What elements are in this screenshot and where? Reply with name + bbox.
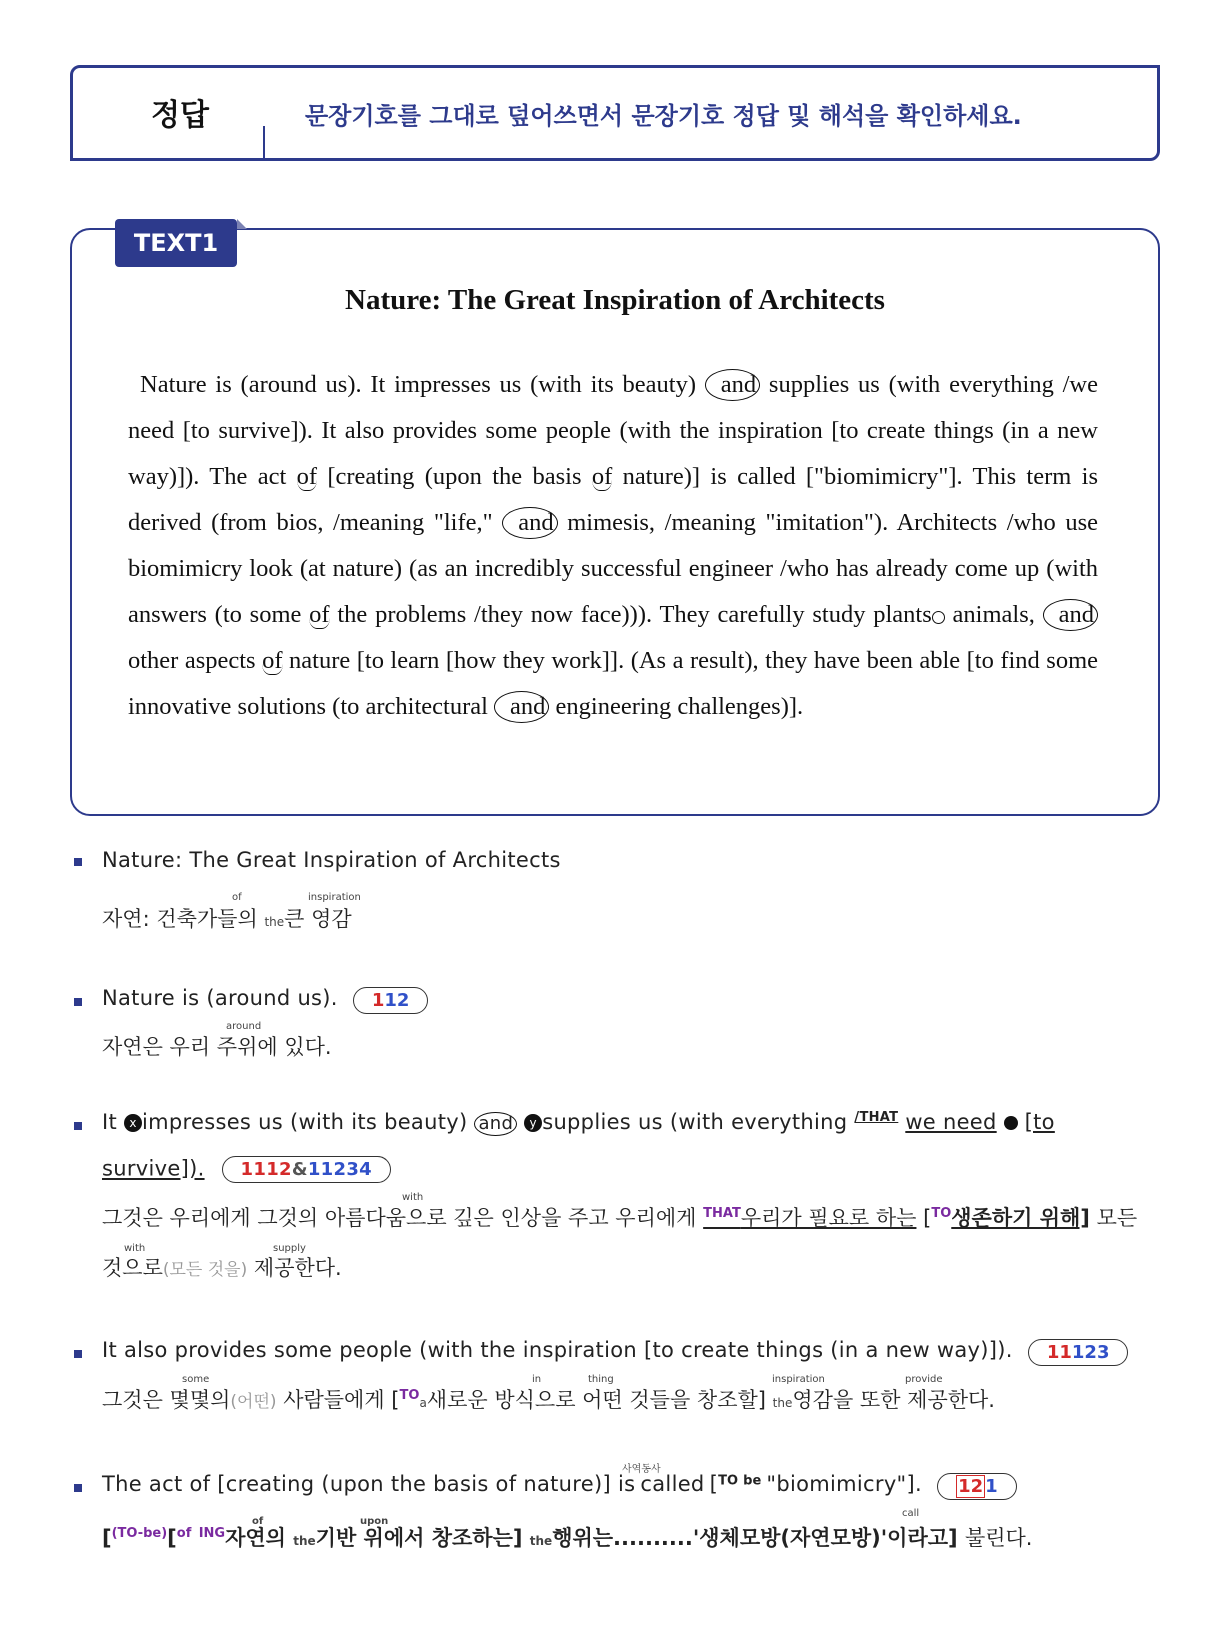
annotation: provide: [905, 1374, 943, 1385]
passage-seg: supplies us (with everything /we need [to survive]). It also provides some people (with the inspiration [to create things (in a new way)]). The act: [128, 371, 1098, 490]
ko-sub: the: [293, 1534, 316, 1548]
item-english-row: [102, 986, 428, 1014]
of-mark: of: [262, 647, 283, 674]
to-marker: TO: [931, 1206, 952, 1221]
ko-seg: 영감을 또한 제공한다.: [792, 1388, 995, 1412]
passage-seg: [creating (upon the basis: [327, 463, 582, 490]
item-korean: [102, 903, 352, 933]
item-korean: [102, 1202, 1162, 1232]
header-instruction: 문장기호를 그대로 덮어쓰면서 문장기호 정답 및 해석을 확인하세요.: [305, 102, 1022, 130]
ko-seg: 새로운 방식으로 어떤 것들을 창조할]: [426, 1388, 766, 1412]
passage-seg: nature)] is called ["biomimicry"]. This term is derived (from bios, /meaning "life,": [128, 463, 1098, 536]
en-seg: survive]).: [102, 1156, 205, 1181]
item-english: It also provides some people (with the inspiration [to create things (in a new way)]).: [102, 1338, 1013, 1362]
en-seg: [to: [1024, 1110, 1055, 1134]
badge-part: 11: [1046, 1342, 1072, 1363]
ko-seg: [: [167, 1526, 177, 1550]
annotation: of: [232, 892, 242, 903]
badge-part: 1: [371, 990, 385, 1011]
en-seg: impresses us (with its beauty): [142, 1110, 468, 1134]
bullet-icon: [74, 998, 82, 1006]
item-english: Nature: The Great Inspiration of Architects: [102, 848, 561, 872]
passage-text: [128, 362, 1098, 730]
ko-seg: 그것은 우리에게 그것의 아름다움으로 깊은 인상을 주고 우리에게: [102, 1206, 697, 1230]
item-english-row: [102, 1110, 1142, 1136]
to-marker: TO: [718, 1473, 739, 1489]
badge-part: 11234: [307, 1159, 372, 1180]
ko-sub: a: [419, 1396, 427, 1410]
en-seg: called: [640, 1472, 705, 1496]
bullet-icon: [74, 1484, 82, 1492]
en-seg: we need: [905, 1110, 997, 1134]
and-circle: and: [474, 1112, 517, 1136]
item-korean: [102, 1522, 1033, 1552]
badge-part: 1: [985, 1476, 998, 1497]
annotation: inspiration: [308, 892, 361, 903]
item-korean: [102, 1252, 342, 1282]
en-seg: supplies us (with everything: [542, 1110, 848, 1134]
structure-badge: [222, 1156, 391, 1183]
structure-badge: [937, 1473, 1017, 1500]
badge-part: 12: [958, 1476, 984, 1497]
bullet-icon: [74, 1122, 82, 1130]
annotation: with: [402, 1192, 424, 1203]
and-circle: and: [494, 691, 549, 723]
annotation: around: [226, 1021, 262, 1032]
ko-seg: 제공한다.: [253, 1256, 342, 1280]
ko-gray: (어떤): [230, 1392, 277, 1412]
comma-circle: [932, 611, 945, 624]
ko-seg: 자연의: [225, 1526, 286, 1550]
en-seg: "biomimicry"].: [766, 1472, 922, 1496]
ko-sub: the: [264, 915, 285, 929]
structure-badge: [1028, 1339, 1129, 1366]
item-english-row: [102, 1156, 391, 1183]
annotation: some: [182, 1374, 210, 1385]
bullet-icon: [74, 858, 82, 866]
passage-seg: the problems /they now face))). They carefully study plants: [337, 601, 932, 628]
answer-label: 정답: [151, 98, 209, 133]
ko-seg: 우리가 필요로 하는: [740, 1206, 917, 1230]
item-english-row: [102, 1472, 1017, 1500]
that-marker: /THAT: [854, 1110, 899, 1125]
ko-seg: 행위는..........'생체모방(자연모방)'이라고]: [552, 1526, 958, 1550]
of-mark: of: [591, 463, 613, 490]
badge-part: 12: [384, 990, 410, 1011]
ko-seg: 그것은 몇몇의: [102, 1388, 231, 1412]
of-mark: of: [296, 463, 318, 490]
to-marker: TO: [399, 1388, 420, 1403]
passage-title: Nature: The Great Inspiration of Architects: [345, 284, 885, 316]
that-marker: THAT: [703, 1206, 741, 1221]
annotation: 사역동사: [622, 1464, 661, 1475]
annotation: supply: [273, 1243, 306, 1254]
passage-seg: engineering challenges)].: [555, 693, 804, 720]
item-korean: 자연은 우리 주위에 있다.: [102, 1035, 332, 1059]
ko-sub: the: [772, 1396, 793, 1410]
annotation: in: [532, 1374, 542, 1385]
ko-seg: 사람들에게 [: [283, 1388, 400, 1412]
y-marker-icon: y: [524, 1114, 542, 1132]
passage-seg: other aspects: [128, 647, 256, 674]
ko-sub: the: [529, 1534, 553, 1548]
ko-seg: 큰 영감: [284, 907, 352, 931]
and-circle: and: [502, 507, 557, 539]
en-seg: It: [102, 1110, 118, 1134]
passage-seg: Nature is (around us). It impresses us (with its beauty): [140, 371, 696, 398]
of-mark: of: [309, 601, 330, 628]
of-marker: of: [176, 1526, 192, 1541]
ko-gray: (모든 것을): [162, 1260, 248, 1280]
and-circle: and: [1043, 599, 1098, 631]
en-seg: The act of [creating (upon the basis of nature)] is: [102, 1472, 636, 1496]
badge-part: 123: [1071, 1342, 1110, 1363]
answer-header: [70, 65, 1160, 161]
passage-seg: mimesis, /meaning "imitation"). Architects /who use biomimicry look (at nature) (as an incredibly successful engineer /who has already come up (with answers (to some: [128, 509, 1099, 628]
badge-part: 1112: [240, 1159, 292, 1180]
annotation: upon: [360, 1516, 389, 1527]
ko-seg: [: [102, 1526, 112, 1550]
ko-seg: 것으로: [102, 1256, 163, 1280]
ing-marker: ING: [198, 1526, 226, 1541]
annotation: with: [124, 1243, 146, 1254]
ko-seg: 생존하기 위해]: [951, 1206, 1090, 1230]
header-divider: [263, 126, 265, 158]
ko-seg: 불린다.: [964, 1526, 1033, 1550]
badge-part: &: [291, 1159, 308, 1180]
ko-seg: 자연: 건축가들의: [102, 907, 258, 931]
ko-seg: 기반 위에서 창조하는]: [315, 1526, 523, 1550]
tobe-marker: (TO-be): [111, 1526, 168, 1541]
ko-seg: [: [923, 1206, 932, 1230]
bullet-icon: [74, 1350, 82, 1358]
en-seg: [: [709, 1472, 719, 1496]
item-english-row: [102, 1338, 1128, 1366]
be-marker: be: [743, 1473, 762, 1489]
x-marker-icon: x: [124, 1114, 142, 1132]
structure-badge: [353, 987, 429, 1014]
dot-marker-icon: [1004, 1116, 1018, 1130]
ko-seg: 모든: [1096, 1206, 1138, 1230]
passage-seg: animals,: [952, 601, 1035, 628]
item-korean: [102, 1384, 995, 1414]
item-english: Nature is (around us).: [102, 986, 338, 1010]
annotation: inspiration: [772, 1374, 825, 1385]
annotation: call: [902, 1508, 920, 1519]
annotation: of: [252, 1516, 264, 1527]
annotation: thing: [588, 1374, 614, 1385]
and-circle: and: [705, 369, 760, 401]
text-tab: TEXT1: [115, 219, 237, 267]
passage-seg: nature [to learn [how they work]]. (As a result), they have been able [to find some innovative solutions (to architectural: [128, 647, 1099, 720]
